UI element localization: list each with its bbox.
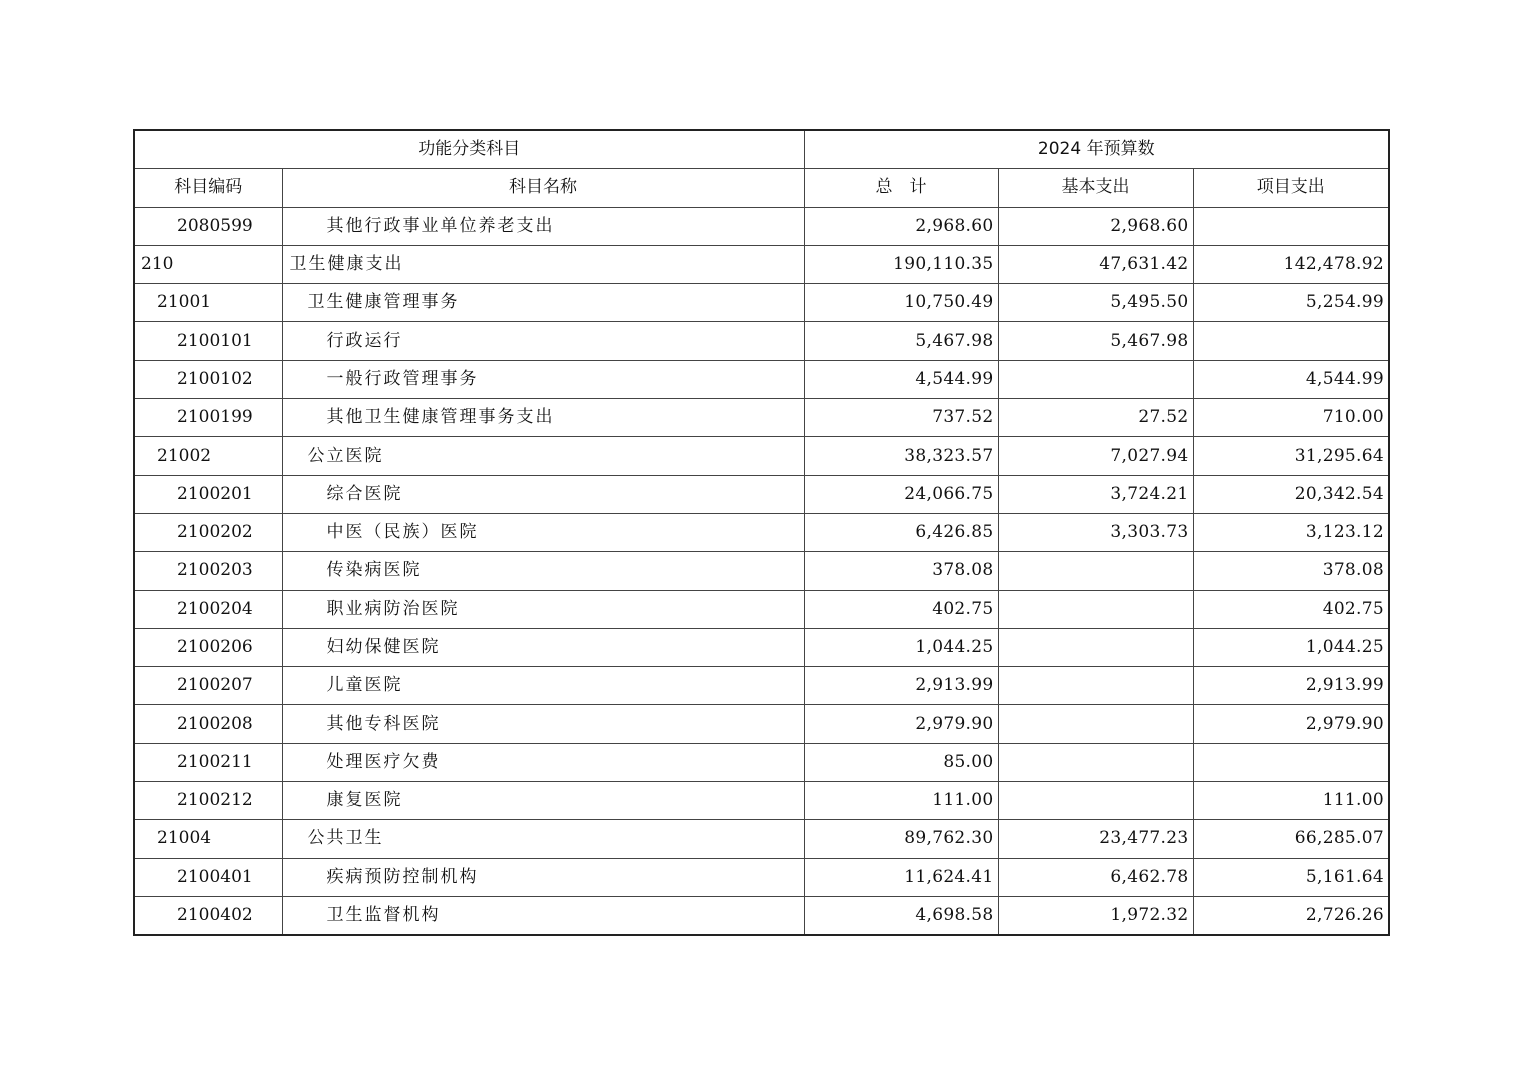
project-value: 5,161.64: [1193, 858, 1389, 896]
project-value: 5,254.99: [1193, 284, 1389, 322]
header-functional-classification: 功能分类科目: [134, 130, 804, 169]
basic-value: [998, 590, 1193, 628]
project-value: [1193, 322, 1389, 360]
subject-name: 其他卫生健康管理事务支出: [282, 399, 804, 437]
total-value: 4,698.58: [804, 896, 998, 935]
total-value: 2,968.60: [804, 207, 998, 245]
basic-value: [998, 552, 1193, 590]
project-value: 402.75: [1193, 590, 1389, 628]
subject-name: 妇幼保健医院: [282, 628, 804, 666]
table-row: [134, 628, 1389, 666]
subject-code: 2100201: [134, 475, 282, 513]
table-row: [134, 743, 1389, 781]
subject-code: 2100101: [134, 322, 282, 360]
table-row: [134, 399, 1389, 437]
total-value: 402.75: [804, 590, 998, 628]
header-subject-name: 科目名称: [282, 169, 804, 207]
project-value: 1,044.25: [1193, 628, 1389, 666]
subject-code: 2100199: [134, 399, 282, 437]
header-group-row: [134, 130, 1389, 169]
project-value: 20,342.54: [1193, 475, 1389, 513]
project-value: 2,979.90: [1193, 705, 1389, 743]
table-row: [134, 322, 1389, 360]
table-row: [134, 437, 1389, 475]
subject-name: 卫生监督机构: [282, 896, 804, 935]
total-value: 89,762.30: [804, 820, 998, 858]
subject-code: 2100212: [134, 782, 282, 820]
subject-name: 儿童医院: [282, 667, 804, 705]
subject-name: 公共卫生: [282, 820, 804, 858]
total-value: 111.00: [804, 782, 998, 820]
table-row: [134, 667, 1389, 705]
subject-code: 2100204: [134, 590, 282, 628]
project-value: 66,285.07: [1193, 820, 1389, 858]
table-row: [134, 207, 1389, 245]
project-value: [1193, 743, 1389, 781]
subject-name: 其他行政事业单位养老支出: [282, 207, 804, 245]
table-row: [134, 705, 1389, 743]
total-value: 6,426.85: [804, 513, 998, 551]
subject-code: 2100206: [134, 628, 282, 666]
table-row: [134, 513, 1389, 551]
table-row: [134, 820, 1389, 858]
total-value: 85.00: [804, 743, 998, 781]
total-value: 38,323.57: [804, 437, 998, 475]
subject-name: 传染病医院: [282, 552, 804, 590]
project-value: 710.00: [1193, 399, 1389, 437]
header-budget-2024: 2024 年预算数: [804, 130, 1389, 169]
basic-value: 5,467.98: [998, 322, 1193, 360]
subject-code: 21001: [134, 284, 282, 322]
subject-code: 2100208: [134, 705, 282, 743]
header-project-expenditure: 项目支出: [1193, 169, 1389, 207]
subject-name: 中医（民族）医院: [282, 513, 804, 551]
table-row: [134, 284, 1389, 322]
subject-name: 疾病预防控制机构: [282, 858, 804, 896]
table-row: [134, 245, 1389, 283]
table-row: [134, 858, 1389, 896]
total-value: 5,467.98: [804, 322, 998, 360]
total-value: 1,044.25: [804, 628, 998, 666]
subject-name: 卫生健康管理事务: [282, 284, 804, 322]
header-subject-code: 科目编码: [134, 169, 282, 207]
total-value: 2,913.99: [804, 667, 998, 705]
basic-value: 3,303.73: [998, 513, 1193, 551]
basic-value: 47,631.42: [998, 245, 1193, 283]
basic-value: [998, 705, 1193, 743]
basic-value: [998, 743, 1193, 781]
total-value: 24,066.75: [804, 475, 998, 513]
basic-value: 6,462.78: [998, 858, 1193, 896]
subject-code: 2080599: [134, 207, 282, 245]
basic-value: 5,495.50: [998, 284, 1193, 322]
basic-value: [998, 360, 1193, 398]
subject-code: 2100402: [134, 896, 282, 935]
subject-name: 其他专科医院: [282, 705, 804, 743]
total-value: 11,624.41: [804, 858, 998, 896]
basic-value: [998, 628, 1193, 666]
subject-code: 2100202: [134, 513, 282, 551]
subject-name: 一般行政管理事务: [282, 360, 804, 398]
subject-code: 2100401: [134, 858, 282, 896]
header-total: 总 计: [804, 169, 998, 207]
table-row: [134, 360, 1389, 398]
subject-code: 210: [134, 245, 282, 283]
subject-name: 综合医院: [282, 475, 804, 513]
project-value: 31,295.64: [1193, 437, 1389, 475]
basic-value: [998, 667, 1193, 705]
basic-value: 7,027.94: [998, 437, 1193, 475]
project-value: 3,123.12: [1193, 513, 1389, 551]
header-column-row: [134, 169, 1389, 207]
subject-code: 2100207: [134, 667, 282, 705]
subject-name: 康复医院: [282, 782, 804, 820]
subject-name: 公立医院: [282, 437, 804, 475]
table-row: [134, 896, 1389, 935]
subject-code: 21004: [134, 820, 282, 858]
basic-value: 27.52: [998, 399, 1193, 437]
project-value: 2,913.99: [1193, 667, 1389, 705]
header-basic-expenditure: 基本支出: [998, 169, 1193, 207]
basic-value: 23,477.23: [998, 820, 1193, 858]
project-value: 378.08: [1193, 552, 1389, 590]
total-value: 2,979.90: [804, 705, 998, 743]
subject-name: 处理医疗欠费: [282, 743, 804, 781]
basic-value: 1,972.32: [998, 896, 1193, 935]
project-value: 2,726.26: [1193, 896, 1389, 935]
project-value: 111.00: [1193, 782, 1389, 820]
subject-code: 2100102: [134, 360, 282, 398]
total-value: 10,750.49: [804, 284, 998, 322]
project-value: [1193, 207, 1389, 245]
subject-name: 职业病防治医院: [282, 590, 804, 628]
basic-value: 3,724.21: [998, 475, 1193, 513]
project-value: 142,478.92: [1193, 245, 1389, 283]
budget-table: [133, 129, 1390, 936]
basic-value: [998, 782, 1193, 820]
subject-code: 2100203: [134, 552, 282, 590]
total-value: 190,110.35: [804, 245, 998, 283]
basic-value: 2,968.60: [998, 207, 1193, 245]
subject-name: 卫生健康支出: [282, 245, 804, 283]
total-value: 737.52: [804, 399, 998, 437]
total-value: 378.08: [804, 552, 998, 590]
subject-code: 21002: [134, 437, 282, 475]
table-row: [134, 552, 1389, 590]
total-value: 4,544.99: [804, 360, 998, 398]
table-row: [134, 475, 1389, 513]
table-row: [134, 590, 1389, 628]
table-row: [134, 782, 1389, 820]
subject-code: 2100211: [134, 743, 282, 781]
project-value: 4,544.99: [1193, 360, 1389, 398]
subject-name: 行政运行: [282, 322, 804, 360]
